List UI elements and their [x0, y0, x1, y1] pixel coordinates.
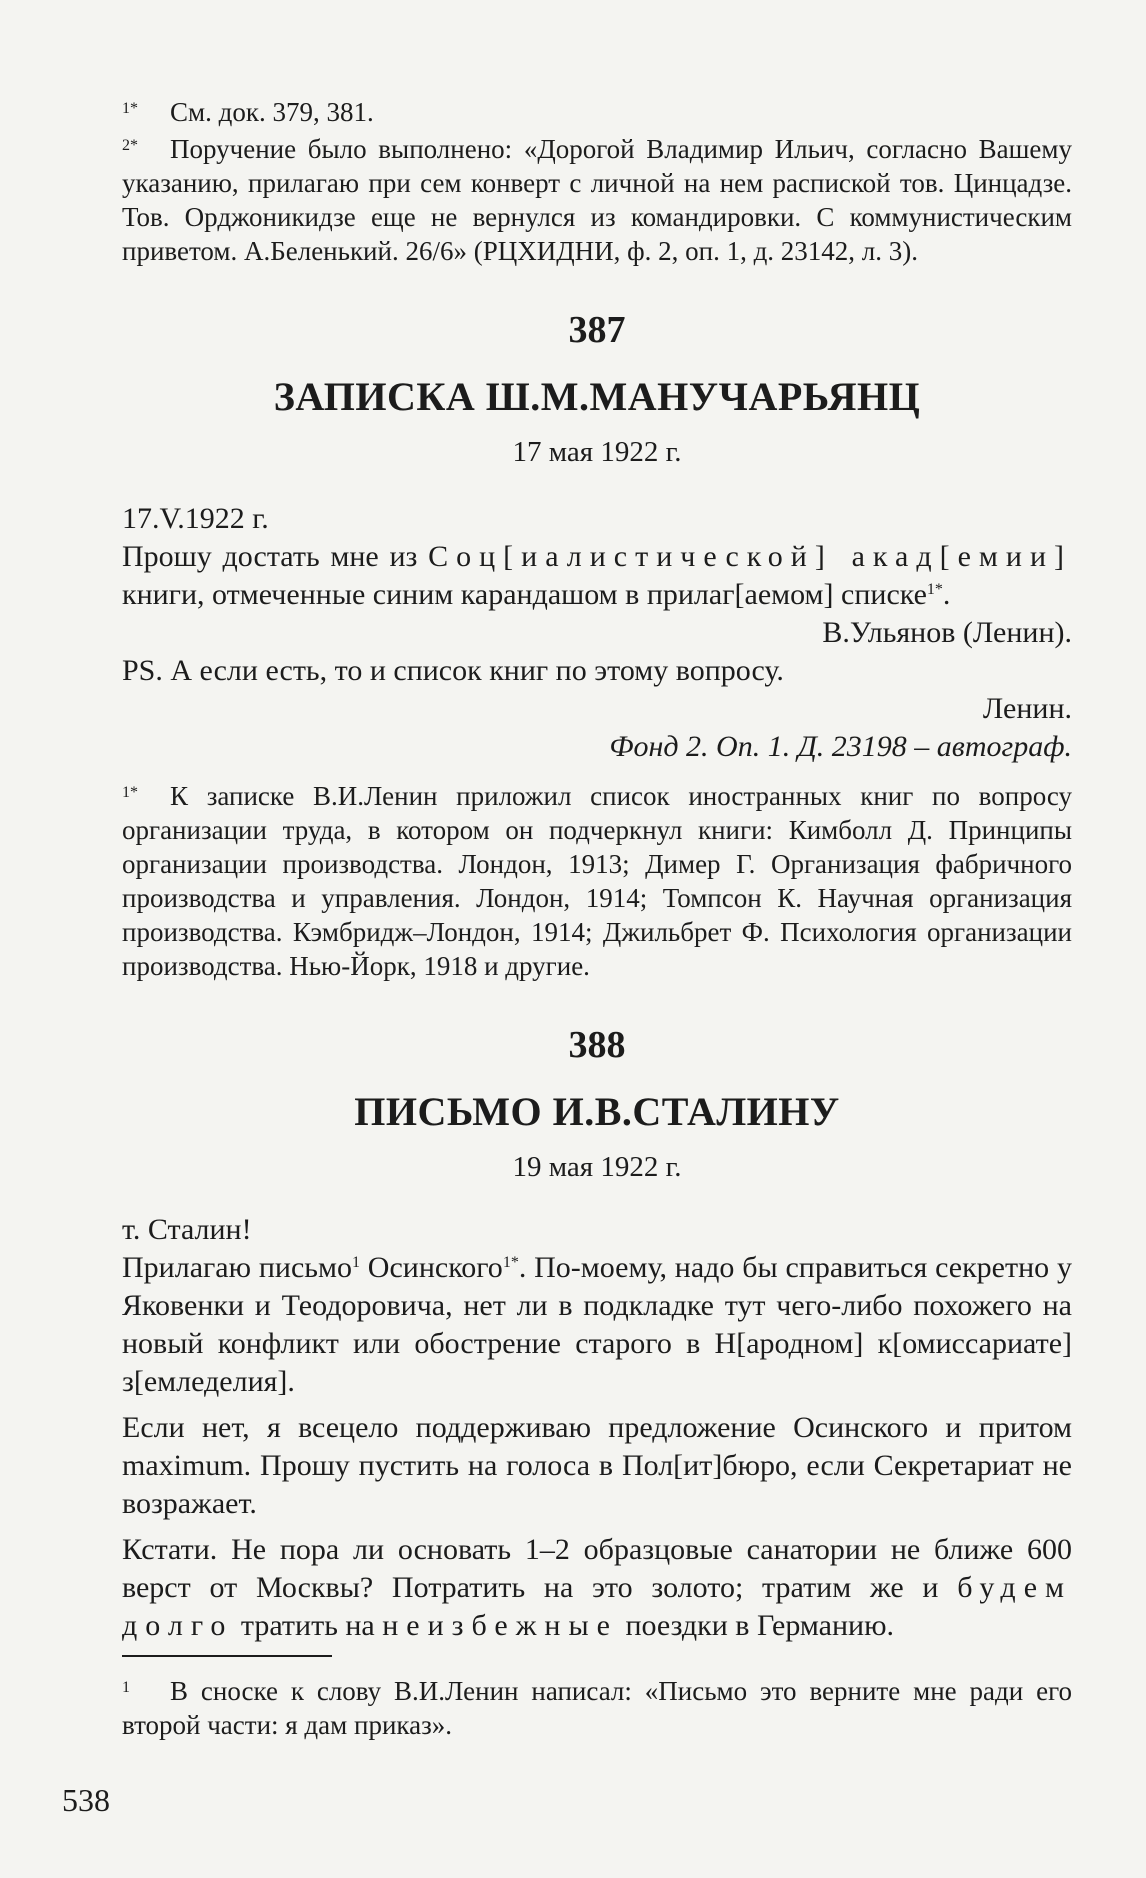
footnote-2	[122, 129, 1072, 268]
footnote-1	[122, 92, 1072, 129]
footnote-marker: 2*	[122, 137, 138, 154]
page-number: 538	[62, 1782, 110, 1818]
document-date: 17 мая 1922 г.	[512, 436, 682, 468]
footnote-marker: 1*	[122, 784, 138, 801]
archive-reference: Фонд 2. Оп. 1. Д. 23198 – автограф.	[609, 730, 1072, 763]
footnote-marker: 1*	[122, 100, 138, 117]
footnote-text: В сноске к слову В.И.Ленин написал: «Письмо это верните мне ради его второй части: я дам приказ».	[122, 1676, 1072, 1740]
footnote-text: К записке В.И.Ленин приложил список иностранных книг по вопросу организации труда, в котором он подчеркнул книги: Кимболл Д. Принципы организации производства. Лондон, 1913; Димер Г. Организация фабричного производства и управления. Лондон, 1914; Томпсон К. Научная организация производства. Кэмбридж–Лондон, 1914; Джильбрет Ф. Психология организации производства. Нью-Йорк, 1918 и другие.	[122, 781, 1072, 981]
letter-paragraph-2: Если нет, я всецело поддерживаю предложение Осинского и притом maximum. Прошу пустить на голоса в Пол[ит]бюро, если Секретариат не возражает.	[122, 1411, 1072, 1520]
note-text: Прошу достать мне из Соц[иалистической] акад[емии] книги, отмеченные синим карандашом в прилаг[аемом] списке$^{1*}$.	[122, 540, 1072, 611]
spaced-text: Соц[иалистической] акад[емии]	[428, 540, 1072, 573]
letter-paragraph-1: Прилагаю письмо$^1$ Осинского$^{1*}$. По-моему, надо бы справиться секретно у Яковенки и Теодоровича, нет ли в подкладке тут чего-либо похожего на новый конфликт или обострение старого в Н[ародном] к[омиссариате] з[емледелия].	[122, 1251, 1072, 1398]
document-number: 388	[568, 1024, 626, 1066]
signature: В.Ульянов (Ленин).	[822, 616, 1072, 649]
footnote-ref: 1	[351, 1254, 360, 1271]
postscript: PS. А если есть, то и список книг по этому вопросу.	[122, 654, 784, 687]
document-date: 19 мая 1922 г.	[512, 1151, 682, 1183]
footnote-text: Поручение было выполнено: «Дорогой Владимир Ильич, согласно Вашему указанию, прилагаю при сем конверт с личной на нем распиской тов. Цинцадзе. Тов. Орджоникидзе еще не вернулся из командировки. С коммунистическим приветом. А.Беленький. 26/6» (РЦХИДНИ, ф. 2, оп. 1, д. 23142, л. 3).	[122, 134, 1072, 266]
document-number: 387	[568, 309, 626, 351]
footnote-text: См. док. 379, 381.	[170, 97, 374, 127]
doc-footnote	[122, 776, 1072, 983]
footnote-ref: 1*	[926, 581, 943, 598]
footnote-ref: 1*	[502, 1254, 519, 1271]
document-title: ПИСЬМО И.В.СТАЛИНУ	[354, 1089, 840, 1134]
document-title: ЗАПИСКА Ш.М.МАНУЧАРЬЯНЦ	[273, 374, 921, 419]
footnote-divider	[122, 1655, 332, 1657]
spaced-text: неизбежные	[382, 1609, 618, 1642]
date-line: 17.V.1922 г.	[122, 502, 269, 535]
footnote-marker: 1	[122, 1679, 130, 1696]
letter-paragraph-3: Кстати. Не пора ли основать 1–2 образцовые санатории не ближе 600 верст от Москвы? Потратить на это золото; тратим же и будем долго тратить на неизбежные поездки в Германию.	[122, 1533, 1072, 1642]
page	[122, 92, 1072, 1742]
signature-2: Ленин.	[982, 692, 1072, 725]
spaced-text: будем долго	[122, 1571, 1072, 1642]
salutation: т. Сталин!	[122, 1213, 252, 1246]
doc-footnote	[122, 1671, 1072, 1742]
